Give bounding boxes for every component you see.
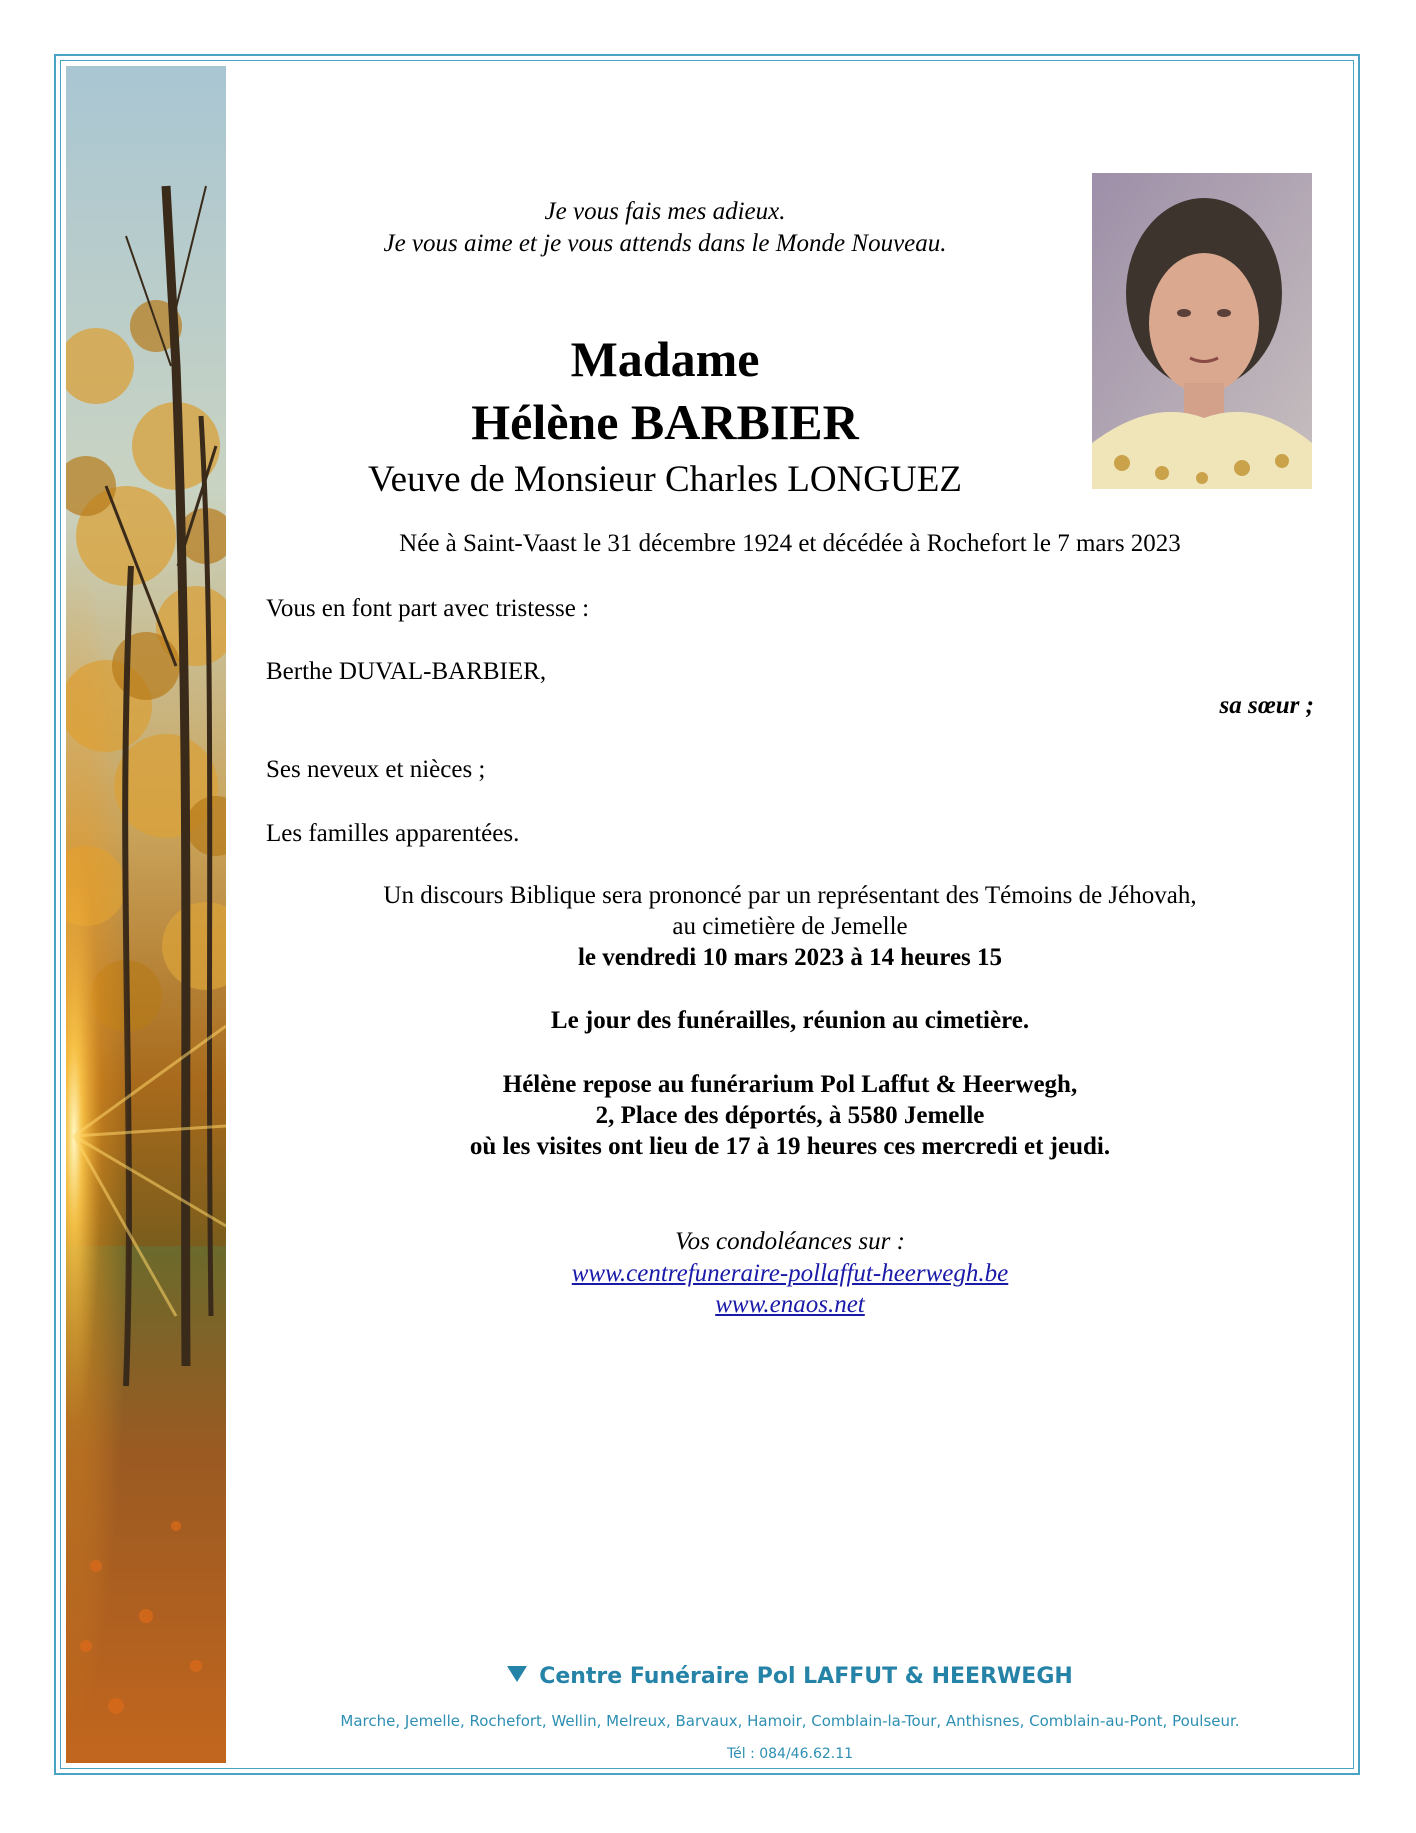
footer-towns: Marche, Jemelle, Rochefort, Wellin, Melreux, Barvaux, Hamoir, Comblain-la-Tour, Anthisnes, Comblain-au-Pont, Poulseur. [340,1712,1240,1730]
ceremony-line-1: Un discours Biblique sera prononcé par un représentant des Témoins de Jéhovah, [383,882,1197,909]
condolences-label: Vos condoléances sur : [675,1228,905,1255]
birth-death-dates: Née à Saint-Vaast le 31 décembre 1924 et décédée à Rochefort le 7 mars 2023 [399,530,1181,557]
widow-of: Veuve de Monsieur Charles LONGUEZ [368,459,962,500]
ceremony-meeting: Le jour des funérailles, réunion au cimetière. [550,1007,1030,1034]
repose-line-3: où les visites ont lieu de 17 à 19 heures ces mercredi et jeudi. [469,1133,1111,1160]
footer-phone: Tél : 084/46.62.11 [726,1746,854,1762]
condolences-link-enaos [230,1291,1350,1319]
family-member-name: Les familles apparentées. [266,820,520,847]
ceremony-line-2: au cimetière de Jemelle [672,913,908,940]
honorific: Madame [570,331,760,387]
deceased-name: Hélène BARBIER [471,394,859,450]
portrait-photo [1092,173,1312,489]
ceremony-datetime: le vendredi 10 mars 2023 à 14 heures 15 [577,944,1003,971]
quote-line-2: Je vous aime et je vous attends dans le Monde Nouveau. [383,230,947,257]
family-member-relation: sa sœur ; [1219,692,1314,719]
enaos-link[interactable]: www.enaos.net [715,1291,865,1318]
repose-line-1: Hélène repose au funérarium Pol Laffut & Heerwegh, [502,1071,1078,1098]
repose-line-2: 2, Place des déportés, à 5580 Jemelle [595,1102,985,1129]
company-name: Centre Funéraire Pol LAFFUT & HEERWEGH [539,1664,1073,1689]
quote-line-1: Je vous fais mes adieux. [544,198,786,225]
footer-company [230,1664,1350,1689]
triangle-down-icon [507,1666,527,1682]
family-member-name: Ses neveux et nièces ; [266,756,486,783]
family-member-name: Berthe DUVAL-BARBIER, [266,658,547,685]
autumn-forest-image [66,66,226,1763]
condolences-link-funeral-home [230,1260,1350,1288]
announcement-intro: Vous en font part avec tristesse : [266,595,590,622]
funeral-home-link[interactable]: www.centrefuneraire-pollaffut-heerwegh.be [571,1260,1009,1287]
